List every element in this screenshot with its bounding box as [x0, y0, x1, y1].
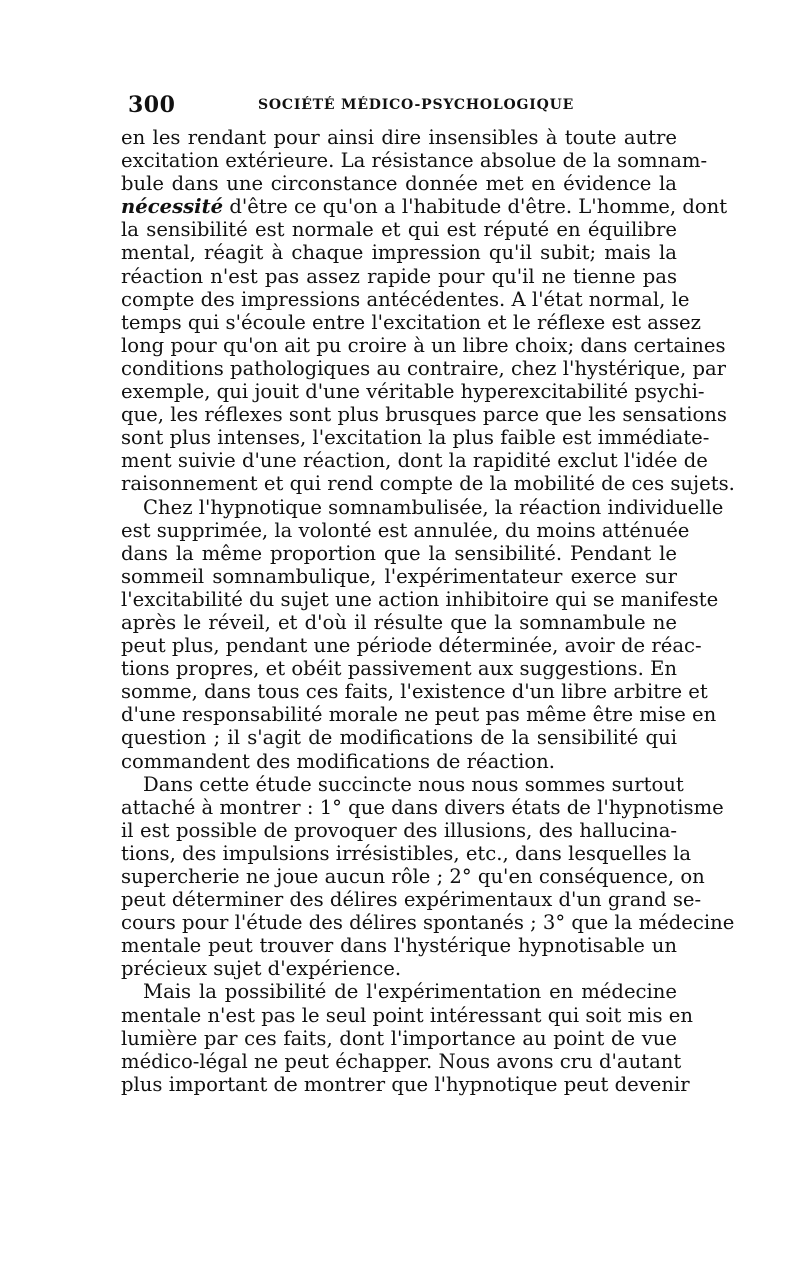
paragraph-2 — [121, 772, 735, 981]
text-line: mental, réagit à chaque impression qu'il subit; mais la — [121, 241, 677, 265]
text-line: précieux sujet d'expérience. — [121, 957, 402, 981]
text-line: peut plus, pendant une période déterminée, avoir de réac- — [121, 634, 702, 658]
text-line: après le réveil, et d'où il résulte que la somnambule ne — [121, 610, 677, 634]
text-line: cours pour l'étude des délires spontanés ; 3° que la médecine — [121, 911, 735, 935]
text-line: temps qui s'écoule entre l'excitation et le réflexe est assez — [121, 310, 701, 334]
text-line: conditions pathologiques au contraire, chez l'hystérique, par — [121, 356, 727, 380]
text-line: sommeil somnambulique, l'expérimentateur exerce sur — [121, 564, 677, 588]
text-line: en les rendant pour ainsi dire insensibles à toute autre — [121, 126, 677, 149]
text-line: tions propres, et obéit passivement aux suggestions. En — [121, 657, 677, 681]
paragraph-1 — [121, 126, 735, 773]
text-line: peut déterminer des délires expérimentaux d'un grand se- — [121, 888, 702, 912]
paragraph-3 — [121, 980, 693, 1096]
text-line: exemple, qui jouit d'une véritable hyperexcitabilité psychi- — [121, 380, 705, 404]
text-line: lumière par ces faits, dont l'importance au point de vue — [121, 1026, 677, 1050]
text-line: long pour qu'on ait pu croire à un libre choix; dans certaines — [121, 333, 726, 357]
text-line: raisonnement et qui rend compte de la mobilité de ces sujets. — [121, 472, 735, 496]
text-line: la sensibilité est normale et qui est réputé en équilibre — [121, 218, 677, 242]
body-text — [121, 126, 735, 1096]
text-line: Mais la possibilité de l'expérimentation en médecine — [143, 980, 677, 1004]
page-number: 300 — [128, 92, 176, 118]
text-line: compte des impressions antécédentes. A l'état normal, le — [121, 287, 690, 311]
text-line: médico-légal ne peut échapper. Nous avons cru d'autant — [121, 1049, 682, 1073]
text-line: dans la même proportion que la sensibilité. Pendant le — [121, 541, 677, 565]
text-line-italic — [121, 195, 728, 219]
text-line: sont plus intenses, l'excitation la plus faible est immédiate- — [121, 426, 710, 450]
text-line: tions, des impulsions irrésistibles, etc., dans lesquelles la — [121, 841, 692, 865]
text-line: Dans cette étude succincte nous nous sommes surtout — [143, 772, 684, 796]
text-line: somme, dans tous ces faits, l'existence d'un libre arbitre et — [121, 680, 708, 704]
text-line: que, les réflexes sont plus brusques parce que les sensations — [121, 403, 727, 427]
text-line: Chez l'hypnotique somnambulisée, la réaction individuelle — [143, 495, 724, 519]
text-line: commandent des modifications de réaction. — [121, 749, 556, 773]
text-line: réaction n'est pas assez rapide pour qu'il ne tienne pas — [121, 264, 677, 288]
text-line: excitation extérieure. La résistance absolue de la somnam- — [121, 149, 708, 173]
text-line-rest: d'être ce qu'on a l'habitude d'être. L'homme, dont — [223, 195, 728, 219]
text-line: l'excitabilité du sujet une action inhibitoire qui se manifeste — [121, 587, 719, 611]
text-line: bule dans une circonstance donnée met en évidence la — [121, 172, 677, 196]
text-line: plus important de montrer que l'hypnotique peut devenir — [121, 1072, 690, 1096]
text-line: d'une responsabilité morale ne peut pas même être mise en — [121, 703, 717, 727]
text-line: mentale n'est pas le seul point intéressant qui soit mis en — [121, 1003, 693, 1027]
running-head: SOCIÉTÉ MÉDICO-PSYCHOLOGIQUE — [258, 97, 575, 113]
text-line: mentale peut trouver dans l'hystérique hypnotisable un — [121, 934, 677, 958]
text-line: est supprimée, la volonté est annulée, du moins atténuée — [121, 518, 690, 542]
italic-word: nécessité — [121, 195, 224, 219]
page-header — [121, 92, 681, 122]
text-line: question ; il s'agit de modifications de la sensibilité qui — [121, 726, 677, 750]
text-line: supercherie ne joue aucun rôle ; 2° qu'en conséquence, on — [121, 865, 705, 888]
text-line: il est possible de provoquer des illusions, des hallucina- — [121, 818, 677, 842]
text-line: ment suivie d'une réaction, dont la rapidité exclut l'idée de — [121, 449, 708, 473]
text-line: attaché à montrer : 1° que dans divers états de l'hypnotisme — [121, 795, 724, 819]
